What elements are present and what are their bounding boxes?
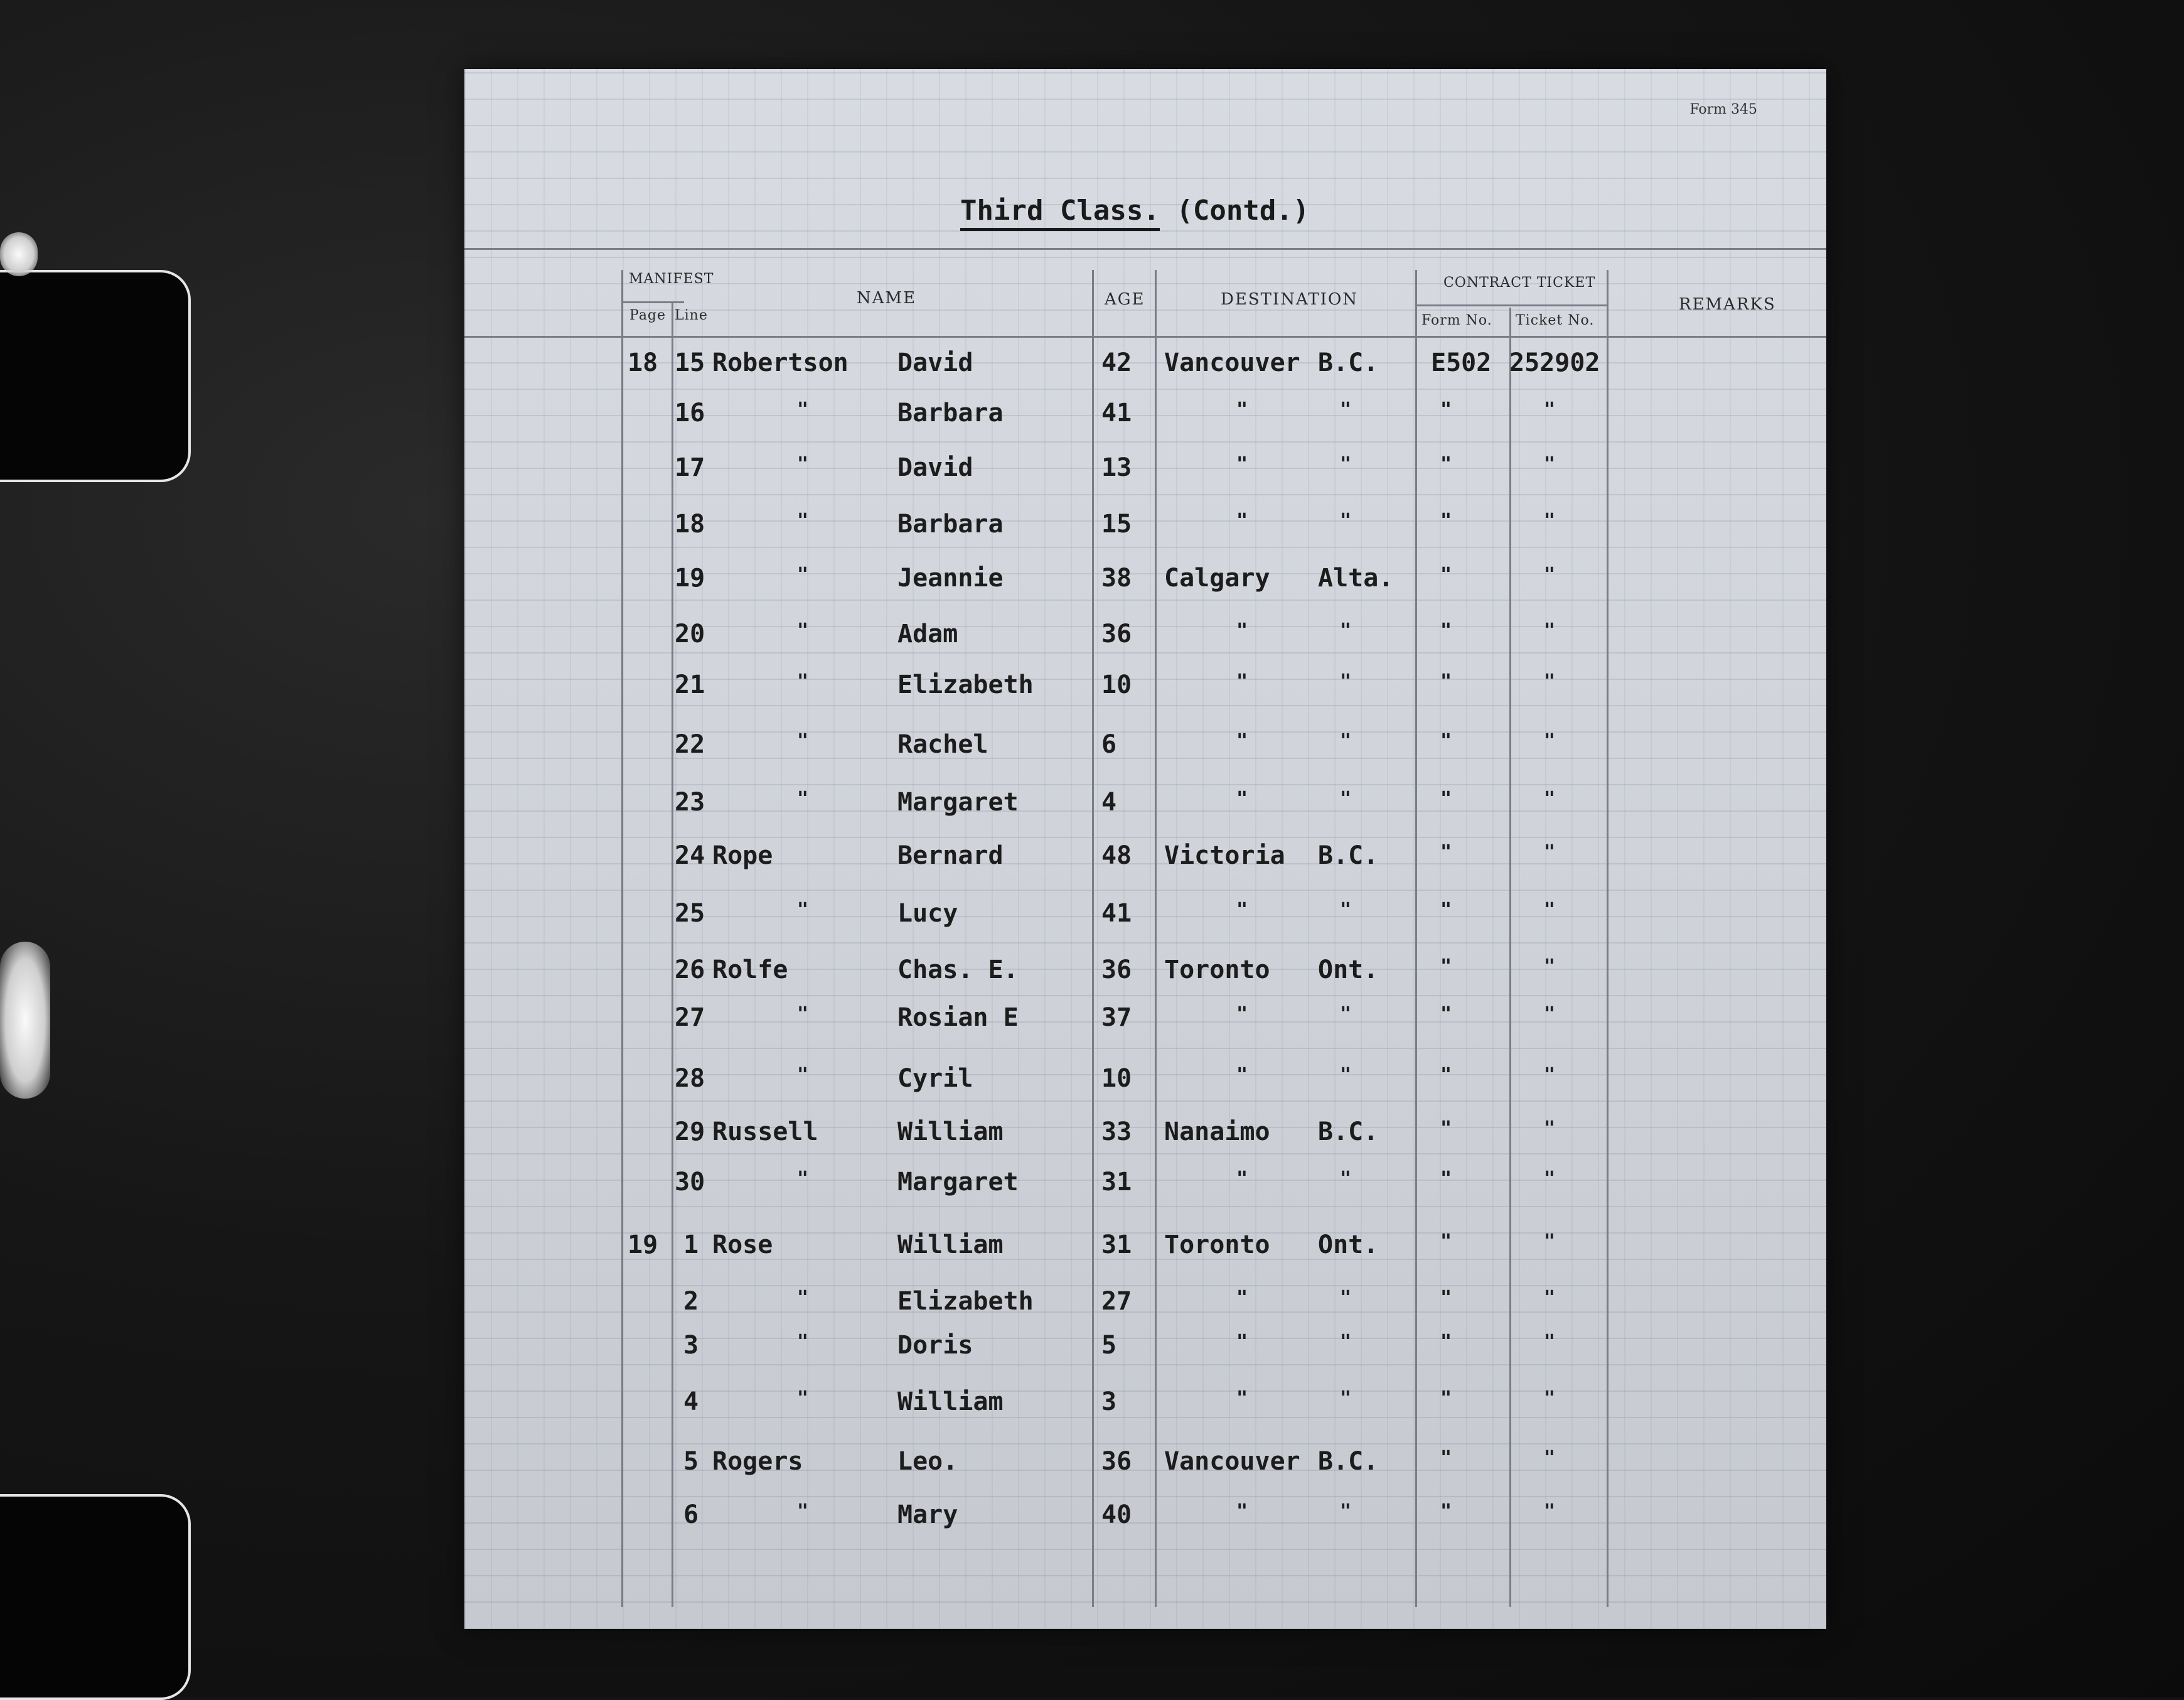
line-number: 26 xyxy=(675,955,705,984)
manifest-page xyxy=(464,69,1826,1629)
given-name: David xyxy=(897,453,973,482)
table-row xyxy=(464,1331,1826,1369)
age: 42 xyxy=(1101,348,1132,377)
form-number-cell: " xyxy=(1440,1447,1452,1469)
line-number: 23 xyxy=(675,788,705,817)
line-number: 19 xyxy=(675,564,705,593)
age: 40 xyxy=(1101,1500,1132,1529)
age: 33 xyxy=(1101,1117,1132,1146)
table-row xyxy=(464,730,1826,768)
ticket-number: " xyxy=(1544,453,1556,475)
destination-province: " xyxy=(1340,620,1352,642)
ticket-number: " xyxy=(1544,1117,1556,1139)
header-bottom-rule xyxy=(464,336,1826,338)
surname: " xyxy=(797,510,809,532)
header-form-no: Form No. xyxy=(1421,313,1492,328)
header-age: AGE xyxy=(1105,290,1145,309)
ticket-number: " xyxy=(1544,670,1556,692)
ticket-number: " xyxy=(1544,1064,1556,1086)
age: 15 xyxy=(1101,510,1132,539)
ticket-number: " xyxy=(1544,955,1556,977)
destination-city: Calgary xyxy=(1164,564,1270,593)
surname: " xyxy=(797,453,809,475)
given-name: Leo. xyxy=(897,1447,958,1476)
form-number-cell: " xyxy=(1440,1500,1452,1522)
form-number-cell: " xyxy=(1440,841,1452,863)
form-number-cell: " xyxy=(1440,955,1452,977)
surname: " xyxy=(797,564,809,586)
table-row xyxy=(464,510,1826,547)
sprocket-hole-top xyxy=(0,270,191,482)
header-destination: DESTINATION xyxy=(1221,290,1359,309)
age: 48 xyxy=(1101,841,1132,870)
given-name: David xyxy=(897,348,973,377)
destination-province: B.C. xyxy=(1318,1447,1379,1476)
header-remarks: REMARKS xyxy=(1679,295,1776,314)
destination-city: Toronto xyxy=(1164,955,1270,984)
line-number: 1 xyxy=(683,1230,699,1259)
header-manifest: MANIFEST xyxy=(629,271,714,287)
sprocket-hole-bottom xyxy=(0,1494,191,1700)
given-name: William xyxy=(897,1387,1004,1416)
surname: " xyxy=(797,1287,809,1309)
table-row xyxy=(464,1003,1826,1041)
line-number: 30 xyxy=(675,1168,705,1197)
ticket-number: " xyxy=(1544,841,1556,863)
table-row xyxy=(464,348,1826,386)
destination-city: " xyxy=(1236,670,1248,692)
surname: Rope xyxy=(712,841,773,870)
destination-city: " xyxy=(1236,1500,1248,1522)
age: 41 xyxy=(1101,899,1132,928)
destination-city: " xyxy=(1236,399,1248,421)
destination-province: " xyxy=(1340,788,1352,810)
table-row xyxy=(464,453,1826,491)
destination-city: Victoria xyxy=(1164,841,1285,870)
form-number-cell: " xyxy=(1440,453,1452,475)
surname: Rolfe xyxy=(712,955,788,984)
given-name: Mary xyxy=(897,1500,958,1529)
age: 31 xyxy=(1101,1168,1132,1197)
destination-city: " xyxy=(1236,1168,1248,1190)
surname: " xyxy=(797,1064,809,1086)
given-name: Bernard xyxy=(897,841,1004,870)
ticket-number: " xyxy=(1544,399,1556,421)
header-contract-ticket: CONTRACT TICKET xyxy=(1443,275,1596,291)
form-number-cell: " xyxy=(1440,670,1452,692)
destination-city: " xyxy=(1236,1064,1248,1086)
surname: " xyxy=(797,1168,809,1190)
form-number-cell: " xyxy=(1440,510,1452,532)
destination-province: " xyxy=(1340,1500,1352,1522)
table-row xyxy=(464,955,1826,993)
table-row xyxy=(464,1230,1826,1268)
form-number-cell: " xyxy=(1440,788,1452,810)
destination-province: " xyxy=(1340,1331,1352,1353)
given-name: Margaret xyxy=(897,1168,1019,1197)
age: 4 xyxy=(1101,788,1117,817)
surname: " xyxy=(797,899,809,921)
destination-city: " xyxy=(1236,620,1248,642)
film-glare xyxy=(0,942,50,1099)
destination-city: " xyxy=(1236,899,1248,921)
table-row xyxy=(464,620,1826,657)
table-row xyxy=(464,1287,1826,1325)
form-number-cell: " xyxy=(1440,1230,1452,1252)
line-number: 3 xyxy=(683,1331,699,1360)
given-name: Barbara xyxy=(897,510,1004,539)
destination-province: B.C. xyxy=(1318,348,1379,377)
given-name: Jeannie xyxy=(897,564,1004,593)
manifest-rule xyxy=(621,301,684,303)
destination-province: Ont. xyxy=(1318,955,1379,984)
ticket-number: 252902 xyxy=(1509,348,1600,377)
ticket-number: " xyxy=(1544,1387,1556,1409)
form-number-cell: " xyxy=(1440,399,1452,421)
given-name: Barbara xyxy=(897,399,1004,428)
ticket-number: " xyxy=(1544,1230,1556,1252)
surname: " xyxy=(797,1003,809,1025)
line-number: 27 xyxy=(675,1003,705,1032)
destination-province: " xyxy=(1340,1387,1352,1409)
surname: " xyxy=(797,399,809,421)
given-name: Adam xyxy=(897,620,958,648)
age: 13 xyxy=(1101,453,1132,482)
destination-city: " xyxy=(1236,453,1248,475)
destination-province: B.C. xyxy=(1318,841,1379,870)
age: 31 xyxy=(1101,1230,1132,1259)
form-number: Form 345 xyxy=(1689,102,1757,117)
line-number: 20 xyxy=(675,620,705,648)
line-number: 16 xyxy=(675,399,705,428)
form-number-cell: " xyxy=(1440,564,1452,586)
header-name: NAME xyxy=(857,289,917,308)
table-row xyxy=(464,1168,1826,1205)
line-number: 5 xyxy=(683,1447,699,1476)
form-number-cell: E502 xyxy=(1431,348,1492,377)
destination-city: " xyxy=(1236,1287,1248,1309)
age: 6 xyxy=(1101,730,1117,759)
line-number: 15 xyxy=(675,348,705,377)
ticket-number: " xyxy=(1544,899,1556,921)
table-row xyxy=(464,1117,1826,1155)
destination-province: Alta. xyxy=(1318,564,1394,593)
age: 5 xyxy=(1101,1331,1117,1360)
surname: Russell xyxy=(712,1117,818,1146)
destination-city: Vancouver xyxy=(1164,1447,1300,1476)
form-number-cell: " xyxy=(1440,1331,1452,1353)
ticket-number: " xyxy=(1544,564,1556,586)
table-row xyxy=(464,788,1826,826)
surname: " xyxy=(797,730,809,752)
ticket-number: " xyxy=(1544,1287,1556,1309)
header-page: Page xyxy=(629,308,666,323)
age: 38 xyxy=(1101,564,1132,593)
destination-province: " xyxy=(1340,899,1352,921)
destination-province: " xyxy=(1340,510,1352,532)
ticket-number: " xyxy=(1544,1003,1556,1025)
table-row xyxy=(464,670,1826,708)
form-number-cell: " xyxy=(1440,899,1452,921)
destination-city: " xyxy=(1236,1387,1248,1409)
destination-city: " xyxy=(1236,1003,1248,1025)
surname: " xyxy=(797,1387,809,1409)
given-name: Elizabeth xyxy=(897,670,1034,699)
destination-city: Nanaimo xyxy=(1164,1117,1270,1146)
destination-province: " xyxy=(1340,1064,1352,1086)
table-row xyxy=(464,841,1826,879)
page-number: 18 xyxy=(628,348,658,377)
age: 27 xyxy=(1101,1287,1132,1316)
line-number: 6 xyxy=(683,1500,699,1529)
given-name: Rosian E xyxy=(897,1003,1019,1032)
destination-province: " xyxy=(1340,730,1352,752)
surname: " xyxy=(797,1331,809,1353)
line-number: 29 xyxy=(675,1117,705,1146)
destination-province: " xyxy=(1340,1287,1352,1309)
line-number: 22 xyxy=(675,730,705,759)
line-number: 17 xyxy=(675,453,705,482)
age: 10 xyxy=(1101,1064,1132,1093)
surname: Rose xyxy=(712,1230,773,1259)
destination-city: " xyxy=(1236,788,1248,810)
destination-city: " xyxy=(1236,1331,1248,1353)
ticket-number: " xyxy=(1544,788,1556,810)
table-row xyxy=(464,899,1826,937)
given-name: Margaret xyxy=(897,788,1019,817)
form-number-cell: " xyxy=(1440,620,1452,642)
table-row xyxy=(464,1064,1826,1102)
age: 36 xyxy=(1101,1447,1132,1476)
header-ticket-no: Ticket No. xyxy=(1516,313,1595,328)
destination-city: " xyxy=(1236,730,1248,752)
form-number-cell: " xyxy=(1440,730,1452,752)
destination-city: Toronto xyxy=(1164,1230,1270,1259)
age: 36 xyxy=(1101,955,1132,984)
line-number: 28 xyxy=(675,1064,705,1093)
surname: " xyxy=(797,1500,809,1522)
destination-city: " xyxy=(1236,510,1248,532)
ticket-number: " xyxy=(1544,1447,1556,1469)
age: 41 xyxy=(1101,399,1132,428)
contract-ticket-rule xyxy=(1415,304,1607,306)
age: 10 xyxy=(1101,670,1132,699)
destination-province: " xyxy=(1340,1168,1352,1190)
ticket-number: " xyxy=(1544,1168,1556,1190)
page-number: 19 xyxy=(628,1230,658,1259)
line-number: 24 xyxy=(675,841,705,870)
header-top-rule xyxy=(464,248,1826,250)
table-row xyxy=(464,564,1826,601)
line-number: 21 xyxy=(675,670,705,699)
surname: " xyxy=(797,620,809,642)
destination-province: " xyxy=(1340,670,1352,692)
given-name: William xyxy=(897,1230,1004,1259)
surname: " xyxy=(797,788,809,810)
destination-province: B.C. xyxy=(1318,1117,1379,1146)
line-number: 2 xyxy=(683,1287,699,1316)
form-number-cell: " xyxy=(1440,1168,1452,1190)
given-name: William xyxy=(897,1117,1004,1146)
surname: " xyxy=(797,670,809,692)
form-number-cell: " xyxy=(1440,1117,1452,1139)
given-name: Elizabeth xyxy=(897,1287,1034,1316)
ticket-number: " xyxy=(1544,1500,1556,1522)
ticket-number: " xyxy=(1544,620,1556,642)
given-name: Rachel xyxy=(897,730,988,759)
film-glare-top xyxy=(0,232,38,276)
given-name: Cyril xyxy=(897,1064,973,1093)
form-number-cell: " xyxy=(1440,1003,1452,1025)
table-row xyxy=(464,1387,1826,1425)
ticket-number: " xyxy=(1544,730,1556,752)
destination-province: Ont. xyxy=(1318,1230,1379,1259)
age: 3 xyxy=(1101,1387,1117,1416)
ticket-number: " xyxy=(1544,1331,1556,1353)
form-number-cell: " xyxy=(1440,1387,1452,1409)
form-number-cell: " xyxy=(1440,1064,1452,1086)
age: 36 xyxy=(1101,620,1132,648)
title-contd: (Contd.) xyxy=(1176,195,1310,227)
destination-city: Vancouver xyxy=(1164,348,1300,377)
destination-province: " xyxy=(1340,453,1352,475)
surname: Robertson xyxy=(712,348,848,377)
line-number: 18 xyxy=(675,510,705,539)
header-line: Line xyxy=(675,308,708,323)
given-name: Lucy xyxy=(897,899,958,928)
age: 37 xyxy=(1101,1003,1132,1032)
line-number: 25 xyxy=(675,899,705,928)
form-number-cell: " xyxy=(1440,1287,1452,1309)
surname: Rogers xyxy=(712,1447,803,1476)
ticket-number: " xyxy=(1544,510,1556,532)
destination-province: " xyxy=(1340,399,1352,421)
page-title xyxy=(960,195,1309,227)
table-row xyxy=(464,399,1826,436)
table-row xyxy=(464,1447,1826,1485)
given-name: Chas. E. xyxy=(897,955,1019,984)
destination-province: " xyxy=(1340,1003,1352,1025)
given-name: Doris xyxy=(897,1331,973,1360)
line-number: 4 xyxy=(683,1387,699,1416)
table-row xyxy=(464,1500,1826,1538)
title-main: Third Class. xyxy=(960,195,1160,231)
